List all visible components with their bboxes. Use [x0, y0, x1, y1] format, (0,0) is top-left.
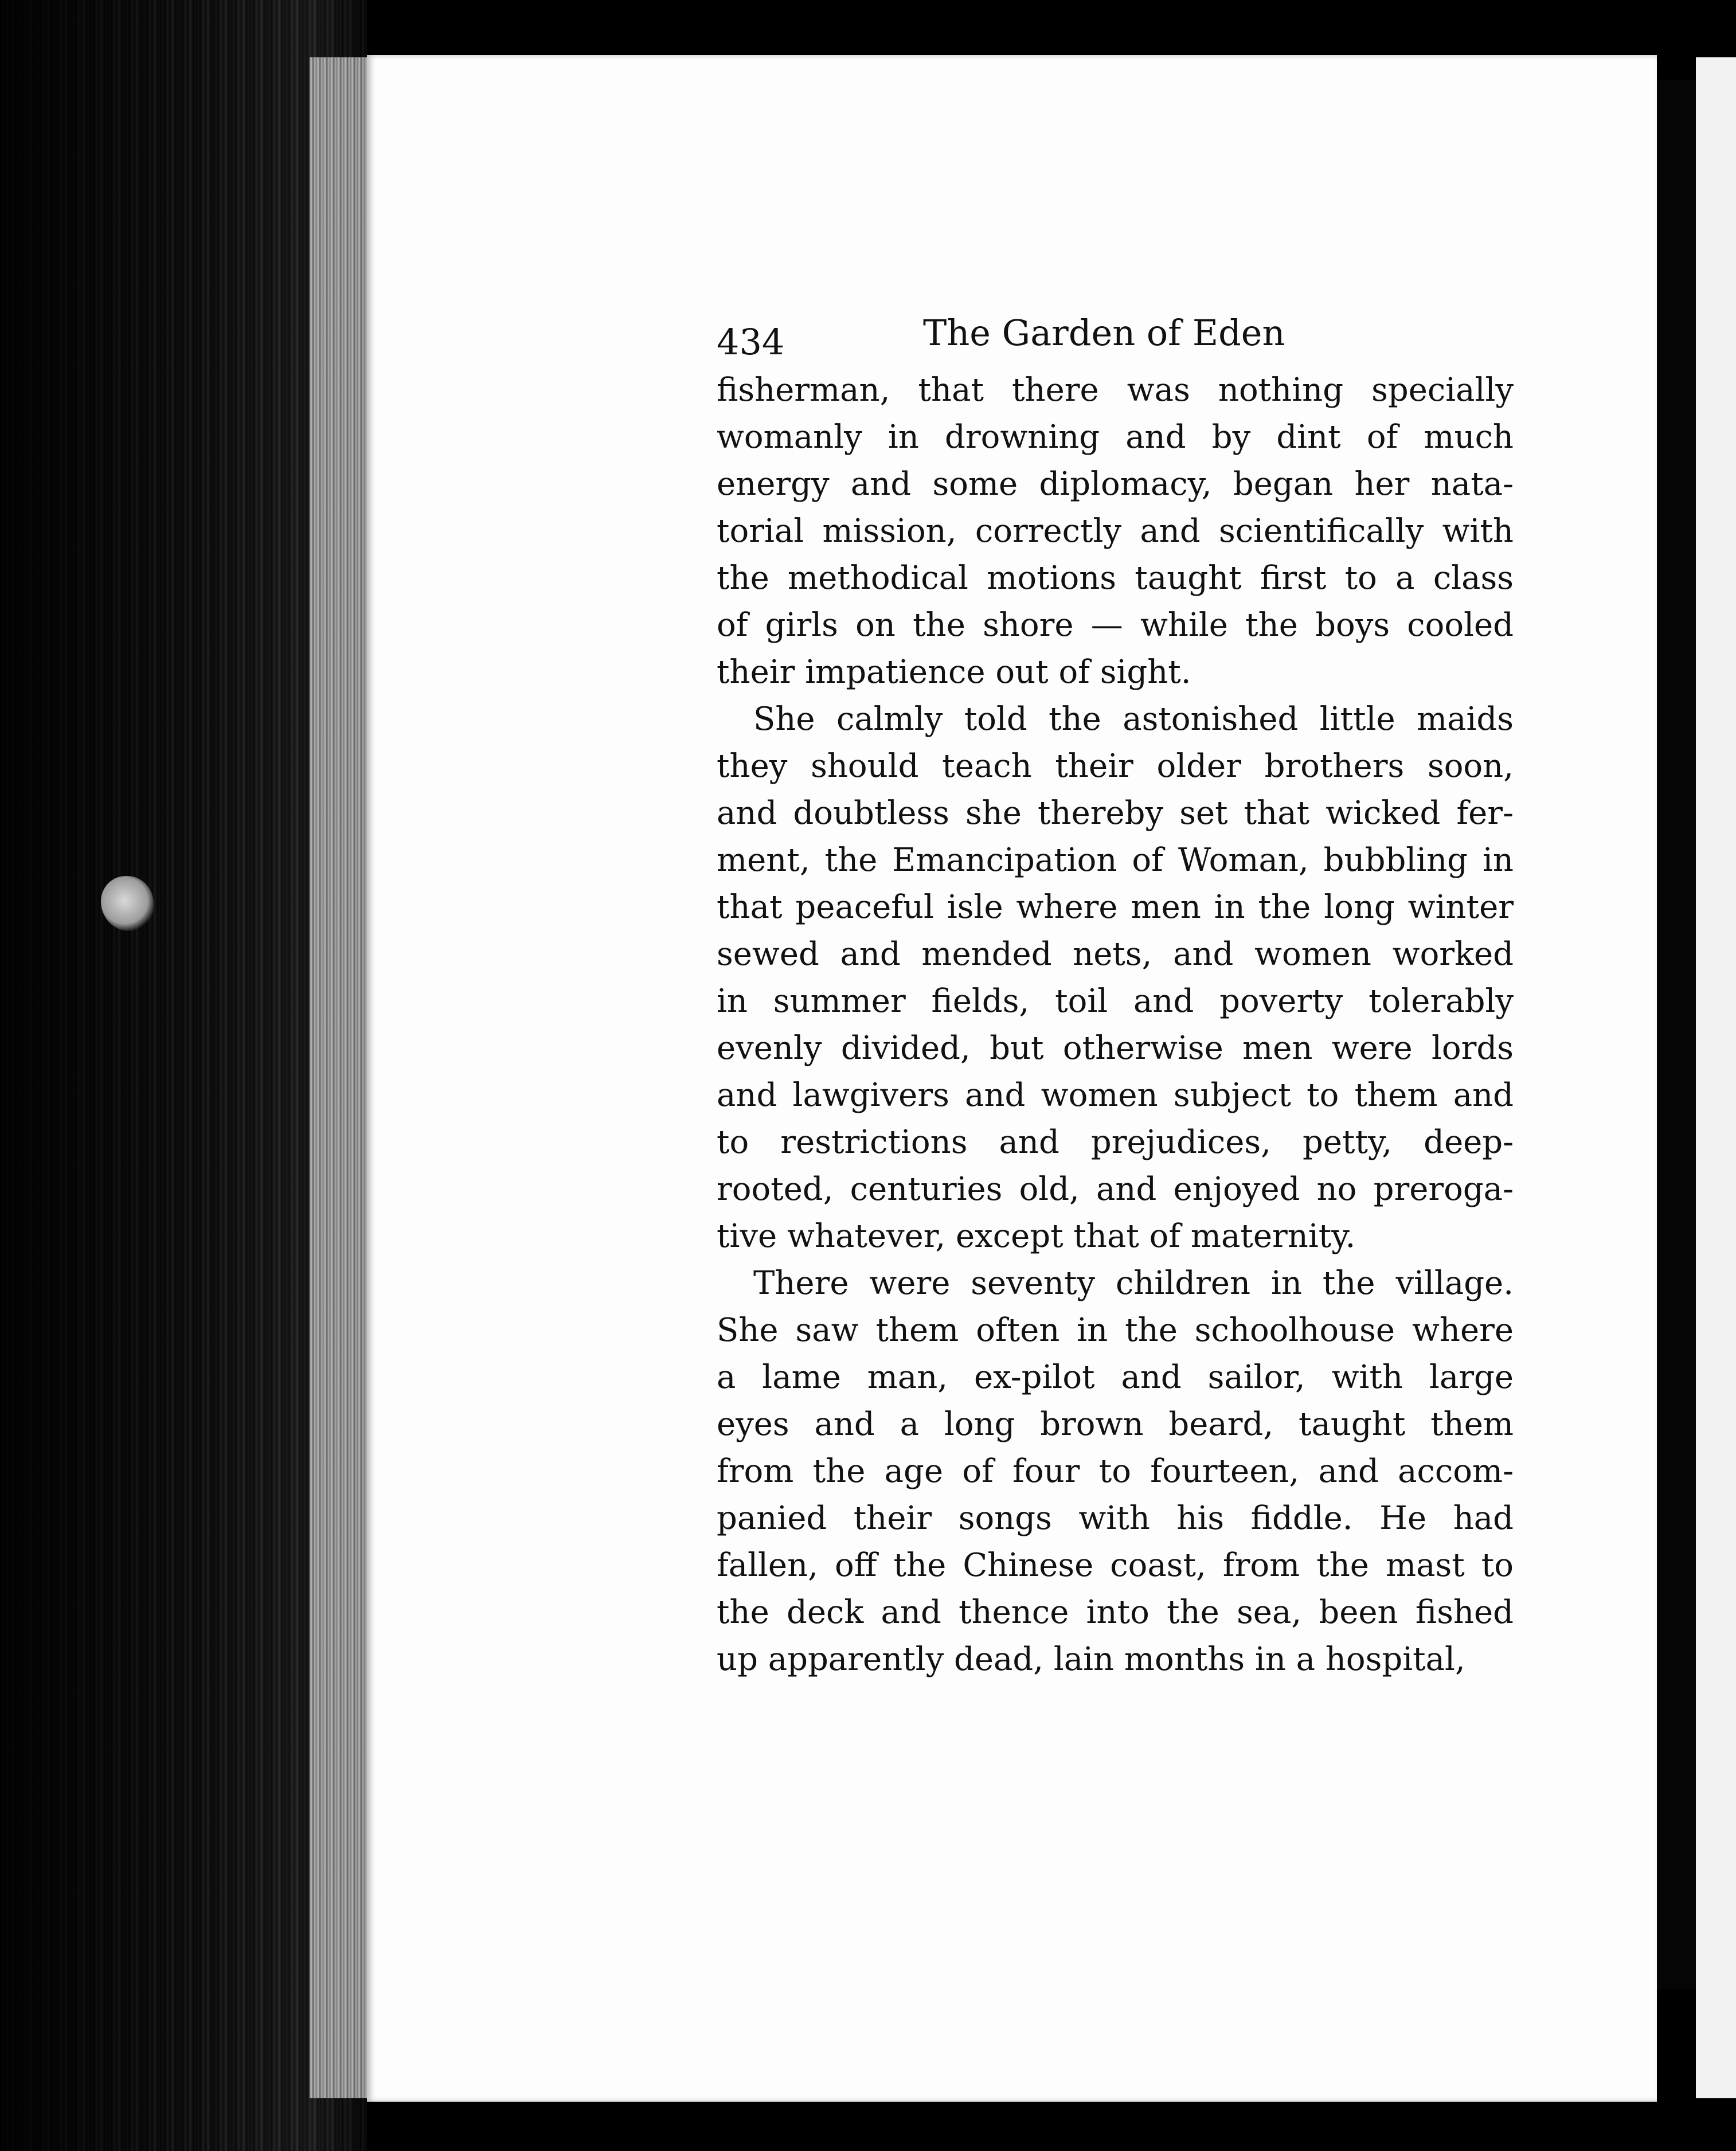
text-block — [717, 304, 1514, 1683]
text-line: torial mission, correctly and scientifically with — [717, 513, 1514, 550]
text-line: sewed and mended nets, and women worked — [717, 936, 1514, 973]
text-line: and doubtless she thereby set that wicked fer- — [717, 795, 1514, 832]
gutter-shadow — [1657, 80, 1696, 1989]
text-line: the deck and thence into the sea, been fished — [717, 1594, 1514, 1631]
text-line: and lawgivers and women subject to them and — [717, 1077, 1514, 1114]
text-line: fisherman, that there was nothing specially — [717, 371, 1514, 409]
text-line: eyes and a long brown beard, taught them — [717, 1406, 1514, 1443]
text-line: She calmly told the astonished little maids — [753, 701, 1514, 738]
text-line: fallen, off the Chinese coast, from the mast to — [717, 1547, 1514, 1584]
paragraph — [717, 367, 1514, 696]
facing-page-sliver — [1696, 57, 1736, 2098]
text-line: their impatience out of sight. — [717, 654, 1191, 691]
paragraph — [717, 696, 1514, 1260]
text-line: the methodical motions taught first to a class — [717, 560, 1514, 597]
running-head — [717, 304, 1514, 367]
text-line: to restrictions and prejudices, petty, deep- — [717, 1124, 1514, 1161]
text-line: of girls on the shore — while the boys cooled — [717, 607, 1514, 644]
page-stack-edge — [310, 57, 373, 2098]
text-line: womanly in drowning and by dint of much — [717, 419, 1514, 456]
text-line: from the age of four to fourteen, and accom- — [717, 1453, 1514, 1490]
text-line: She saw them often in the schoolhouse where — [717, 1312, 1514, 1349]
text-line: up apparently dead, lain months in a hospital, — [717, 1641, 1465, 1678]
text-line: energy and some diplomacy, began her nata- — [717, 466, 1514, 503]
text-line: in summer fields, toil and poverty tolerably — [717, 983, 1514, 1020]
text-line: a lame man, ex-pilot and sailor, with large — [717, 1359, 1514, 1396]
page-number: 434 — [717, 321, 785, 363]
running-title: The Garden of Eden — [923, 312, 1285, 354]
text-line: ment, the Emancipation of Woman, bubbling in — [717, 842, 1514, 879]
text-line: evenly divided, but otherwise men were lords — [717, 1030, 1514, 1067]
text-line: rooted, centuries old, and enjoyed no preroga- — [717, 1171, 1514, 1208]
body-text — [717, 367, 1514, 1683]
text-line: that peaceful isle where men in the long winter — [717, 889, 1514, 926]
text-line: they should teach their older brothers soon, — [717, 748, 1514, 785]
text-line: panied their songs with his fiddle. He had — [717, 1500, 1514, 1537]
text-line: There were seventy children in the village. — [753, 1265, 1514, 1302]
paragraph — [717, 1260, 1514, 1683]
text-line: tive whatever, except that of maternity. — [717, 1218, 1356, 1255]
